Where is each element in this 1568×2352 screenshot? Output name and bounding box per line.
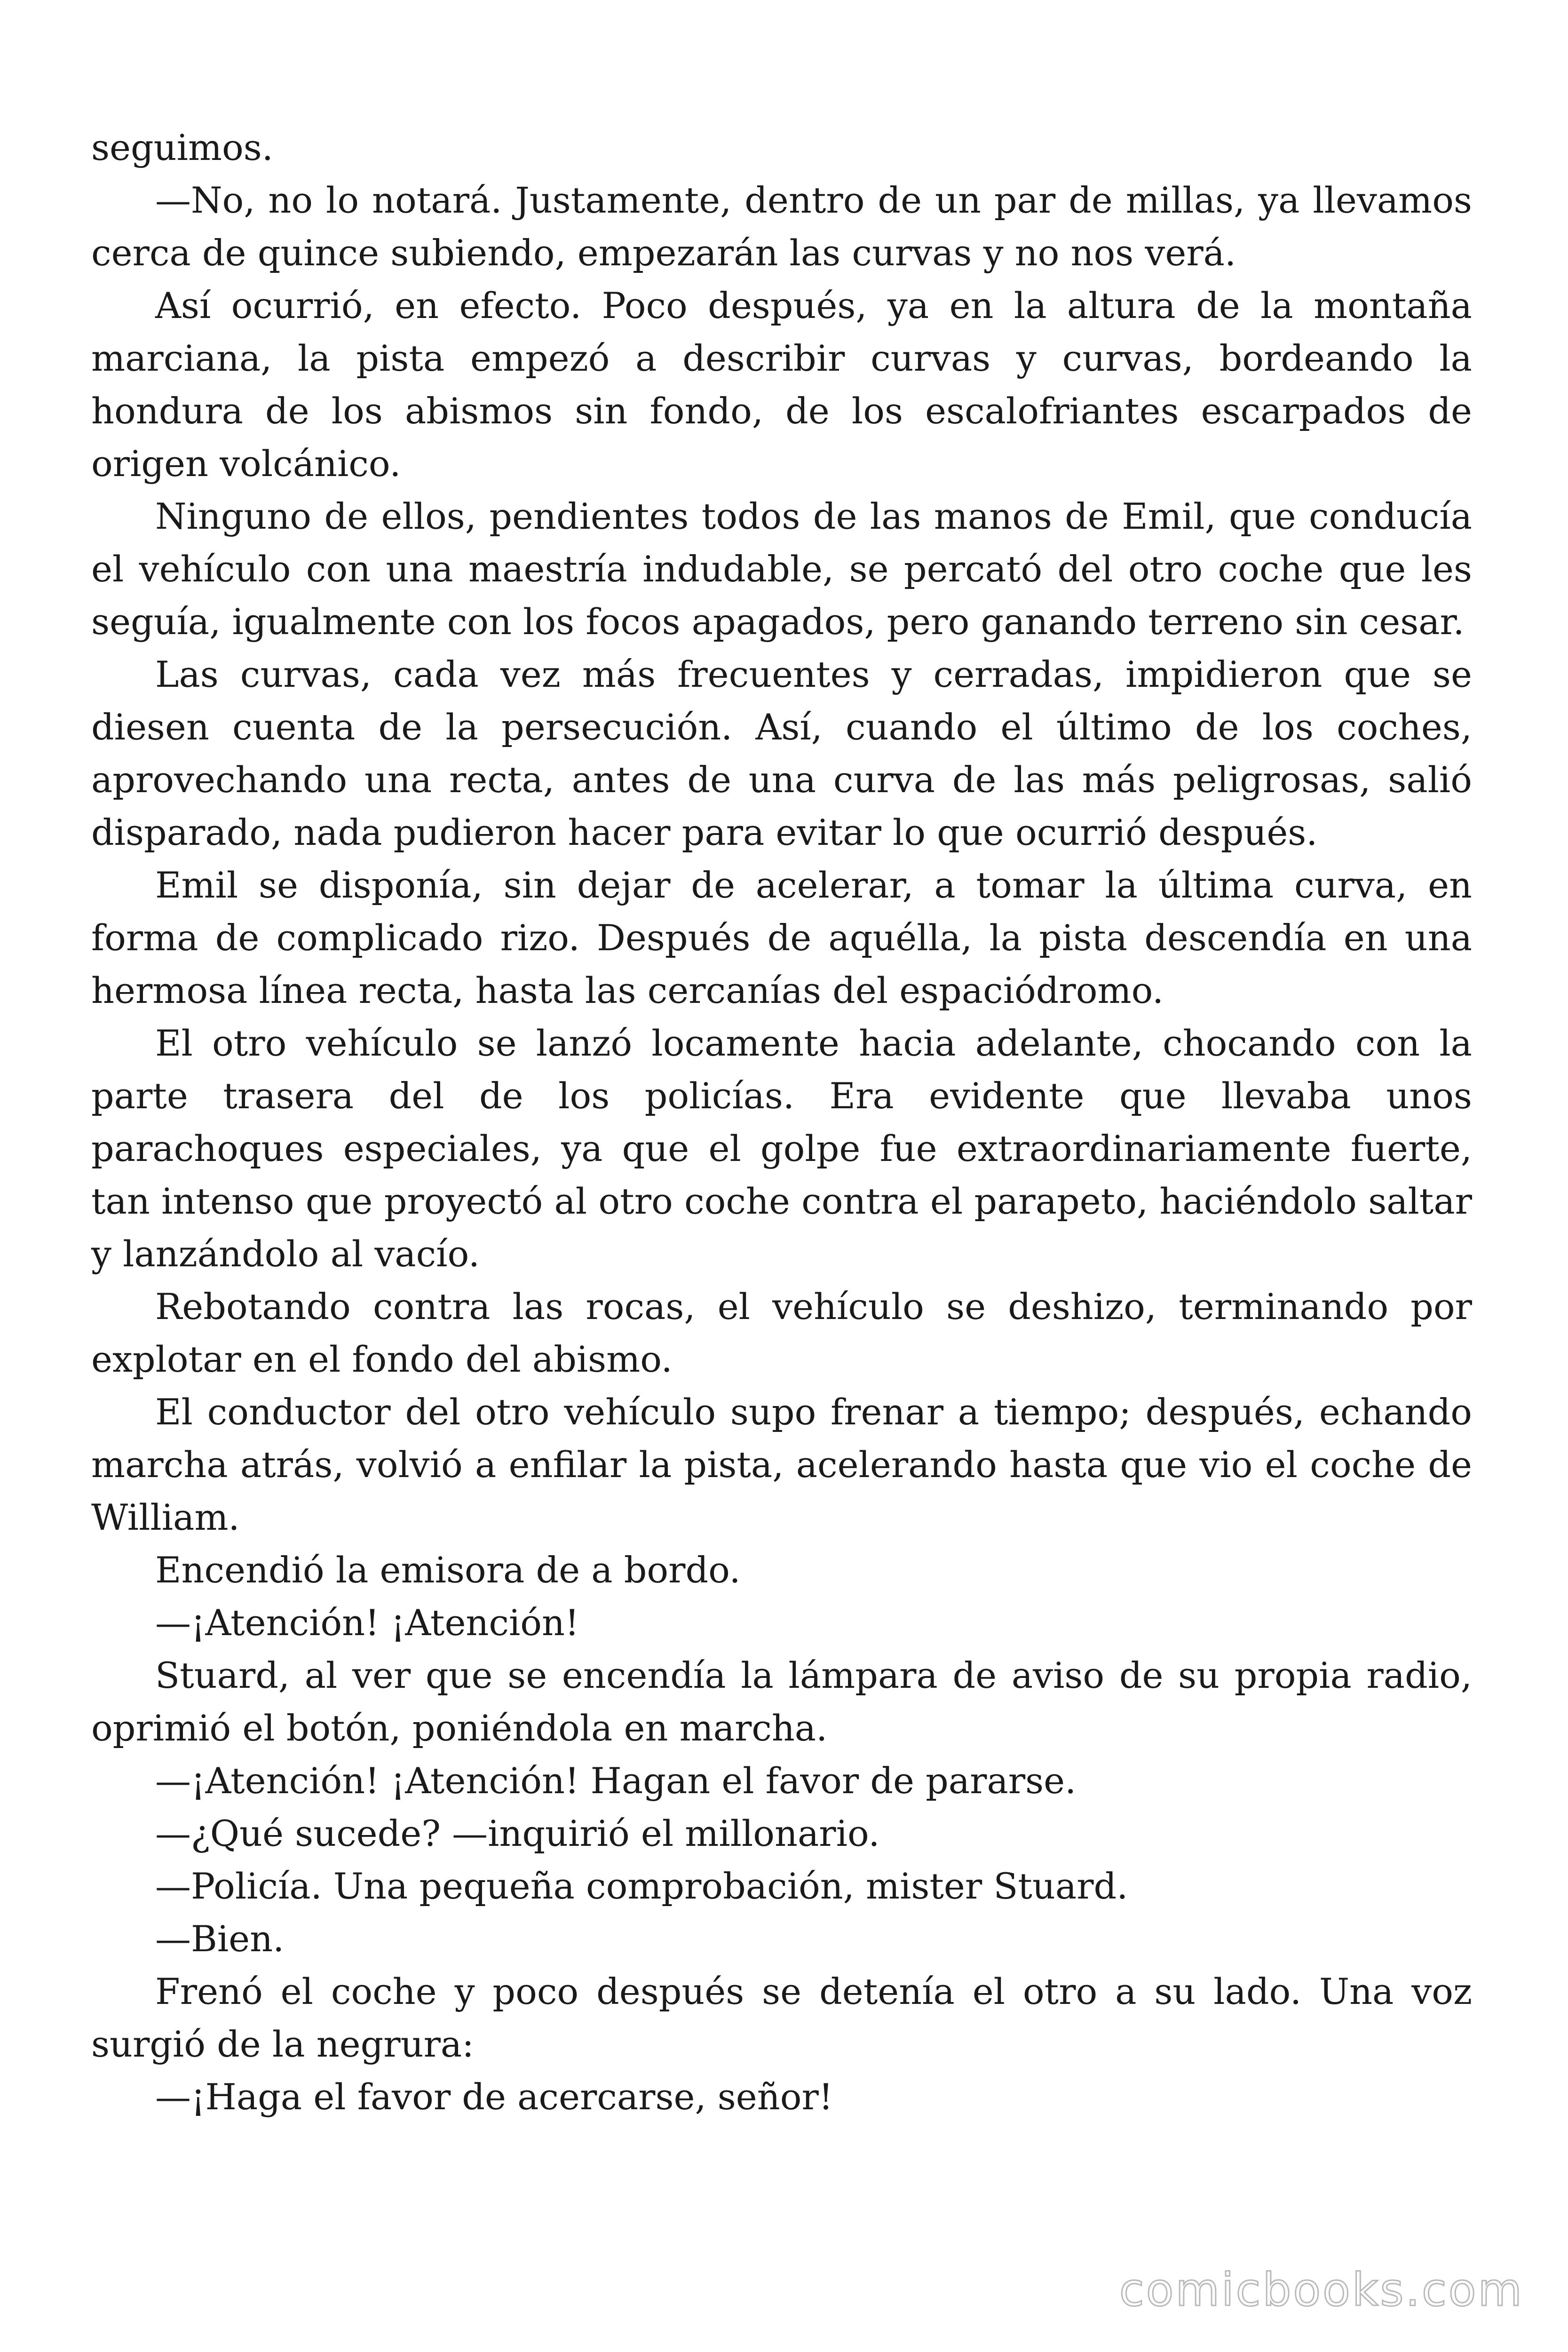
paragraph: El otro vehículo se lanzó locamente hacia adelante, chocando con la parte trasera del de los policías. Era evidente que llevaba unos parachoques especiales, ya que el golpe fue extraordinariamente fuerte, tan intenso que proyectó al otro coche contra el parapeto, haciéndolo saltar y lanzándolo al vacío.: [91, 1022, 1472, 1275]
paragraph: —¡Atención! ¡Atención!: [155, 1602, 579, 1644]
paragraph: El conductor del otro vehículo supo frenar a tiempo; después, echando marcha atrás, volvió a enfilar la pista, acelerando hasta que vio el coche de William.: [91, 1391, 1472, 1538]
paragraph: seguimos.: [91, 127, 273, 168]
paragraph: —No, no lo notará. Justamente, dentro de un par de millas, ya llevamos cerca de quince subiendo, empezarán las curvas y no nos verá.: [91, 179, 1472, 274]
paragraph: —¿Qué sucede? —inquirió el millonario.: [155, 1812, 880, 1854]
paragraph: —Bien.: [155, 1918, 285, 1960]
paragraph: Ninguno de ellos, pendientes todos de las manos de Emil, que conducía el vehículo con una maestría indudable, se percató del otro coche que les seguía, igualmente con los focos apagados, pero ganando terreno sin cesar.: [91, 495, 1472, 643]
paragraph: Encendió la emisora de a bordo.: [155, 1549, 741, 1591]
paragraph: Frenó el coche y poco después se detenía el otro a su lado. Una voz surgió de la negrura:: [91, 1971, 1472, 2065]
paragraph: Las curvas, cada vez más frecuentes y cerradas, impidieron que se diesen cuenta de la persecución. Así, cuando el último de los coches, aprovechando una recta, antes de una curva de las más peligrosas, salió disparado, nada pudieron hacer para evitar lo que ocurrió después.: [91, 653, 1472, 853]
page-text: [91, 121, 1472, 2123]
paragraph: —Policía. Una pequeña comprobación, mister Stuard.: [155, 1865, 1128, 1907]
paragraph: Emil se disponía, sin dejar de acelerar, a tomar la última curva, en forma de complicado rizo. Después de aquélla, la pista descendía en una hermosa línea recta, hasta las cercanías del espaciódromo.: [91, 864, 1472, 1011]
paragraph: Así ocurrió, en efecto. Poco después, ya en la altura de la montaña marciana, la pista empezó a describir curvas y curvas, bordeando la hondura de los abismos sin fondo, de los escalofriantes escarpados de origen volcánico.: [91, 285, 1472, 485]
watermark: comicbooks.com: [1119, 2264, 1524, 2316]
paragraph: Rebotando contra las rocas, el vehículo se deshizo, terminando por explotar en el fondo del abismo.: [91, 1286, 1472, 1380]
paragraph: —¡Haga el favor de acercarse, señor!: [155, 2076, 833, 2118]
paragraph: —¡Atención! ¡Atención! Hagan el favor de pararse.: [155, 1760, 1077, 1802]
paragraph: Stuard, al ver que se encendía la lámpara de aviso de su propia radio, oprimió el botón, poniéndola en marcha.: [91, 1654, 1472, 1749]
